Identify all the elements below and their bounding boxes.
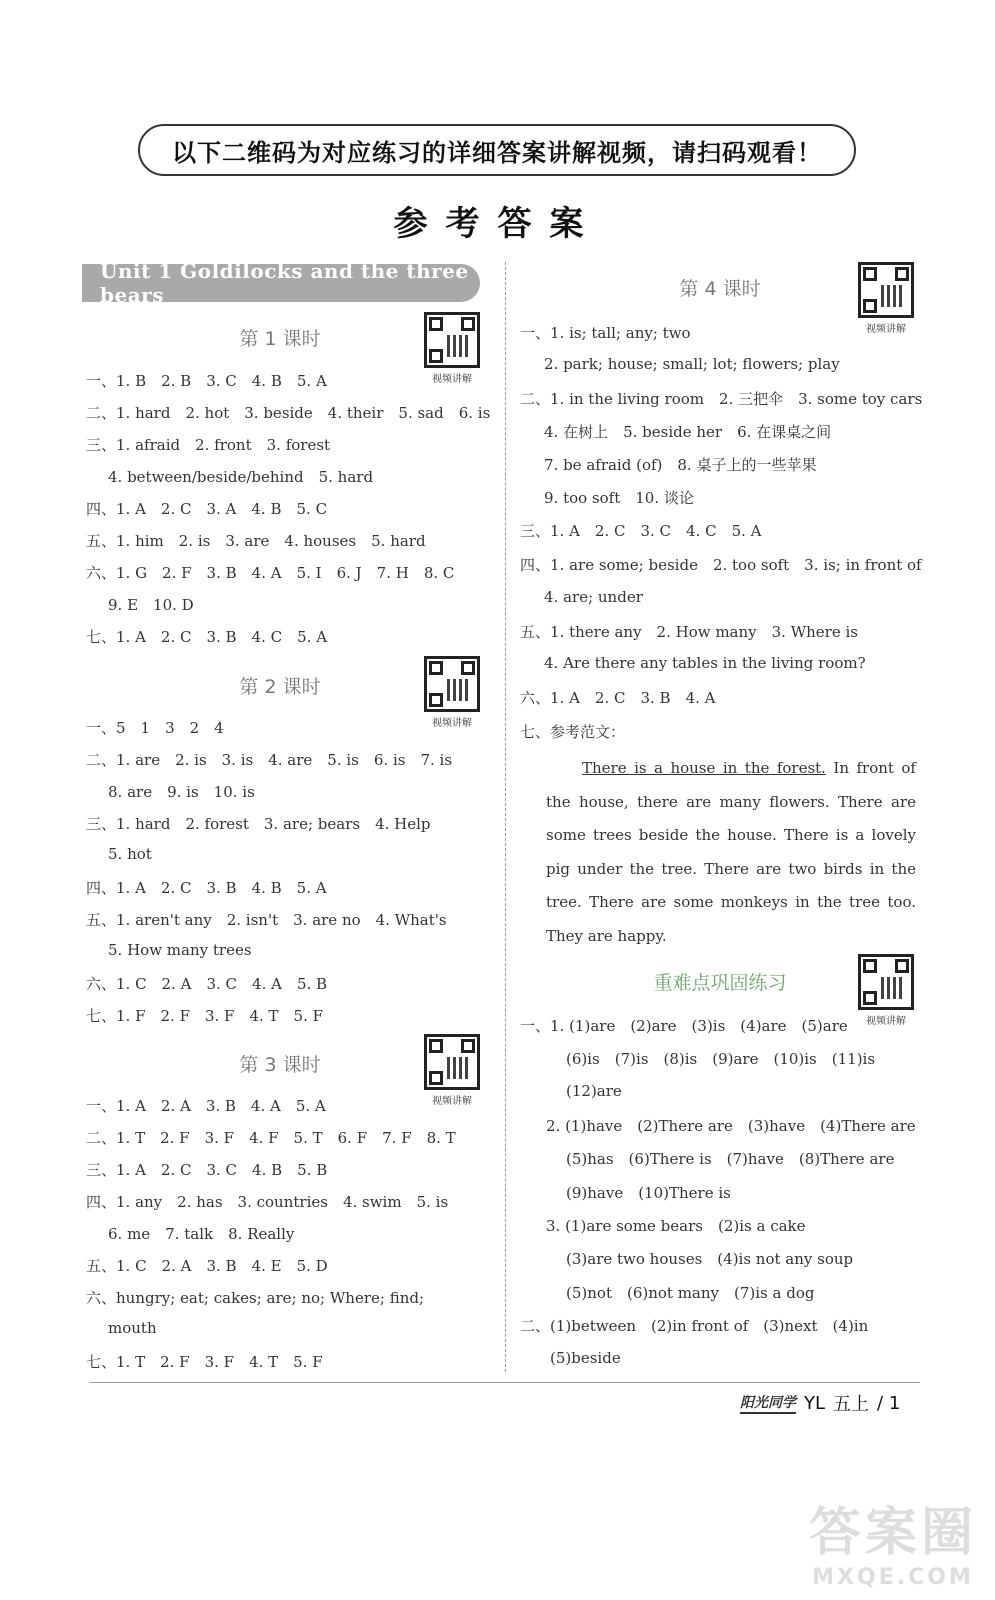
footer-rule [90, 1382, 920, 1383]
page-footer [740, 1390, 900, 1416]
answer-line: 七、参考范文： [520, 723, 626, 741]
answer-line: 二、1. T 2. F 3. F 4. F 5. T 6. F 7. F 8. T [86, 1129, 456, 1147]
lesson1-title: 第 1 课时 [239, 328, 321, 350]
answer-line: 一、1. B 2. B 3. C 4. B 5. A [86, 372, 327, 390]
answer-line: 4. between/beside/behind 5. hard [108, 468, 374, 486]
answer-line: 四、1. any 2. has 3. countries 4. swim 5. is [86, 1193, 449, 1211]
answer-line: 三、1. A 2. C 3. C 4. C 5. A [520, 522, 762, 540]
answer-line: 4. are; under [544, 588, 643, 606]
qr-label: 视频讲解 [432, 1096, 472, 1107]
qr-code-icon[interactable] [858, 262, 914, 318]
answer-line: (12)are [566, 1082, 622, 1100]
answer-line: 一、1. A 2. A 3. B 4. A 5. A [86, 1097, 326, 1115]
answer-line: 七、1. A 2. C 3. B 4. C 5. A [86, 628, 328, 646]
answer-line: 三、1. A 2. C 3. C 4. B 5. B [86, 1161, 328, 1179]
answer-line: 2. park; house; small; lot; flowers; play [544, 355, 840, 373]
watermark [809, 1490, 977, 1590]
answer-line: (3)are two houses (4)is not any soup [566, 1250, 854, 1268]
essay-body: In front of the house, there are many flowers. There are some trees beside the house. There is a lovely pig under the tree. There are two birds in the tree. There are some monkeys in the tree too. They are happy. [546, 759, 916, 945]
answer-line: 5. How many trees [108, 941, 252, 959]
sample-essay [546, 752, 916, 953]
answer-line: 4. 在树上 5. beside her 6. 在课桌之间 [544, 423, 832, 441]
qr-code-icon[interactable] [424, 656, 480, 712]
watermark-text: 答案圈 [808, 1503, 977, 1563]
answer-line: 七、1. T 2. F 3. F 4. T 5. F [86, 1353, 323, 1371]
answer-line: 七、1. F 2. F 3. F 4. T 5. F [86, 1007, 324, 1025]
answer-line: (9)have (10)There is [566, 1184, 731, 1202]
page-title: 参考答案 [393, 204, 602, 244]
page-number: / 1 [877, 1392, 901, 1414]
answer-line: 五、1. him 2. is 3. are 4. houses 5. hard [86, 532, 426, 550]
answer-line: 8. are 9. is 10. is [108, 783, 255, 801]
answer-line: 一、1. (1)are (2)are (3)is (4)are (5)are [520, 1017, 848, 1035]
answer-line: 五、1. there any 2. How many 3. Where is [520, 623, 858, 641]
answer-line: 六、1. A 2. C 3. B 4. A [520, 689, 716, 707]
answer-line: 9. E 10. D [108, 596, 194, 614]
review-title: 重难点巩固练习 [653, 972, 787, 994]
answer-line: 三、1. afraid 2. front 3. forest [86, 436, 331, 454]
answer-line: (5)has (6)There is (7)have (8)There are [566, 1150, 895, 1168]
answer-line: 四、1. are some; beside 2. too soft 3. is; in front of [520, 556, 922, 574]
unit-title: Unit 1 Goldilocks and the three bears [100, 259, 469, 307]
brand-logo: 阳光同学 [740, 1392, 796, 1414]
lesson4-title: 第 4 课时 [679, 278, 761, 300]
answer-line: 四、1. A 2. C 3. A 4. B 5. C [86, 500, 328, 518]
answer-line: (6)is (7)is (8)is (9)are (10)is (11)is [566, 1050, 876, 1068]
qr-code-icon[interactable] [424, 312, 480, 368]
answer-line: 7. be afraid (of) 8. 桌子上的一些苹果 [544, 456, 817, 474]
lesson3-title: 第 3 课时 [239, 1054, 321, 1076]
series-code: YL [804, 1392, 826, 1414]
qr-label: 视频讲解 [866, 324, 906, 335]
answer-line: 二、1. in the living room 2. 三把伞 3. some toy cars [520, 390, 923, 408]
answer-line: 3. (1)are some bears (2)is a cake [546, 1217, 806, 1235]
qr-label: 视频讲解 [432, 374, 472, 385]
answer-line: 二、1. hard 2. hot 3. beside 4. their 5. sad 6. is [86, 404, 491, 422]
qr-label: 视频讲解 [432, 718, 472, 729]
answer-line: 六、1. C 2. A 3. C 4. A 5. B [86, 975, 328, 993]
answer-line: 2. (1)have (2)There are (3)have (4)There are [546, 1117, 916, 1135]
answer-line: 4. Are there any tables in the living room? [544, 654, 866, 672]
answer-line: 9. too soft 10. 谈论 [544, 489, 694, 507]
answer-line: mouth [108, 1319, 157, 1337]
banner-text: 以下二维码为对应练习的详细答案讲解视频，请扫码观看！ [172, 138, 822, 167]
answer-line: 6. me 7. talk 8. Really [108, 1225, 295, 1243]
answer-line: 四、1. A 2. C 3. B 4. B 5. A [86, 879, 327, 897]
answer-line: (5)beside [550, 1349, 621, 1367]
answer-line: (5)not (6)not many (7)is a dog [566, 1284, 815, 1302]
grade-label: 五上 [833, 1394, 870, 1415]
answer-line: 五、1. aren't any 2. isn't 3. are no 4. What's [86, 911, 447, 929]
answer-line: 一、5 1 3 2 4 [86, 719, 224, 737]
answer-line: 二、1. are 2. is 3. is 4. are 5. is 6. is 7. is [86, 751, 453, 769]
unit-header [82, 259, 480, 307]
answer-line: 二、(1)between (2)in front of (3)next (4)in [520, 1317, 869, 1335]
column-divider [505, 262, 506, 1372]
lesson2-title: 第 2 课时 [239, 676, 321, 698]
essay-first-sentence: There is a house in the forest. [582, 759, 826, 777]
qr-code-icon[interactable] [858, 954, 914, 1010]
answer-line: 三、1. hard 2. forest 3. are; bears 4. Help [86, 815, 431, 833]
qr-notice-banner [138, 124, 856, 176]
qr-label: 视频讲解 [866, 1016, 906, 1027]
answer-line: 五、1. C 2. A 3. B 4. E 5. D [86, 1257, 328, 1275]
answer-line: 六、hungry; eat; cakes; are; no; Where; find; [86, 1289, 425, 1307]
watermark-url: MXQE.COM [812, 1565, 974, 1590]
answer-line: 5. hot [108, 845, 152, 863]
answer-line: 六、1. G 2. F 3. B 4. A 5. I 6. J 7. H 8. C [86, 564, 455, 582]
qr-code-icon[interactable] [424, 1034, 480, 1090]
answer-line: 一、1. is; tall; any; two [520, 324, 691, 342]
